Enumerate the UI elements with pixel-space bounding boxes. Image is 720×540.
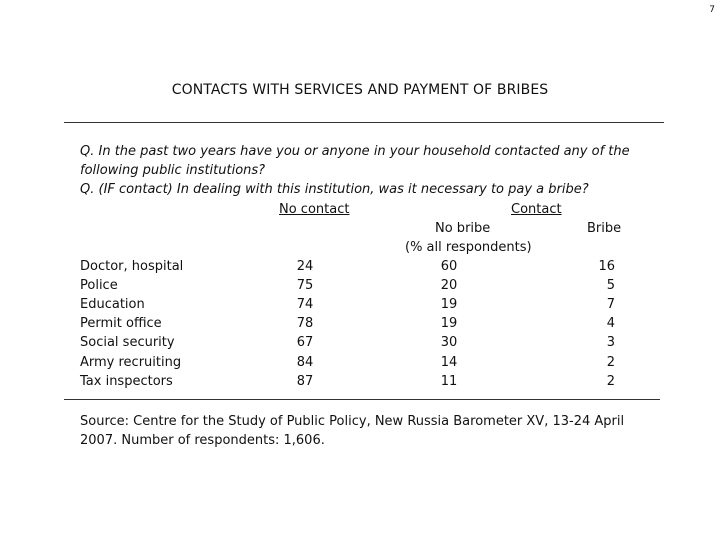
no-bribe-value: 30	[440, 335, 458, 350]
no-contact-value: 78	[296, 316, 314, 331]
question-1-line-1: Q. In the past two years have you or anyone in your household contacted any of the	[80, 144, 630, 159]
no-bribe-value: 19	[440, 316, 458, 331]
bribe-value: 16	[598, 259, 615, 274]
no-contact-value: 84	[296, 355, 314, 370]
no-contact-value: 24	[296, 259, 314, 274]
row-label: Tax inspectors	[80, 374, 173, 389]
no-bribe-value: 60	[440, 259, 458, 274]
header-unit: (% all respondents)	[405, 240, 532, 255]
bottom-divider	[64, 399, 660, 400]
row-label: Doctor, hospital	[80, 259, 184, 274]
table-row	[0, 276, 720, 295]
bribe-value: 7	[606, 297, 615, 312]
table-row	[0, 353, 720, 372]
bribe-value: 3	[606, 335, 615, 350]
question-2: Q. (IF contact) In dealing with this institution, was it necessary to pay a bribe?	[80, 182, 589, 197]
source-line-2: 2007. Number of respondents: 1,606.	[80, 433, 325, 448]
bribe-value: 5	[606, 278, 615, 293]
row-label: Army recruiting	[80, 355, 182, 370]
table-row	[0, 314, 720, 333]
header-no-contact: No contact	[279, 202, 350, 217]
header-bribe: Bribe	[587, 221, 622, 236]
no-contact-value: 74	[296, 297, 314, 312]
bribe-value: 4	[606, 316, 615, 331]
header-contact: Contact	[511, 202, 562, 217]
table-row	[0, 372, 720, 391]
source-line-1: Source: Centre for the Study of Public Policy, New Russia Barometer XV, 13-24 April	[80, 414, 625, 429]
table-row	[0, 295, 720, 314]
no-contact-value: 75	[296, 278, 314, 293]
page-number: 7	[709, 5, 715, 15]
row-label: Police	[80, 278, 118, 293]
bribe-value: 2	[606, 355, 615, 370]
bribe-value: 2	[606, 374, 615, 389]
row-label: Education	[80, 297, 145, 312]
row-label: Permit office	[80, 316, 162, 331]
no-bribe-value: 11	[440, 374, 458, 389]
source-note	[80, 412, 660, 450]
page-title: CONTACTS WITH SERVICES AND PAYMENT OF BRIBES	[171, 82, 549, 98]
header-no-bribe: No bribe	[435, 221, 491, 236]
no-bribe-value: 19	[440, 297, 458, 312]
no-contact-value: 67	[296, 335, 314, 350]
no-bribe-value: 14	[440, 355, 458, 370]
table-row	[0, 257, 720, 276]
no-bribe-value: 20	[440, 278, 458, 293]
no-contact-value: 87	[296, 374, 314, 389]
top-divider	[64, 122, 664, 123]
question-1-line-2: following public institutions?	[80, 163, 266, 178]
table-row	[0, 333, 720, 352]
row-label: Social security	[80, 335, 175, 350]
